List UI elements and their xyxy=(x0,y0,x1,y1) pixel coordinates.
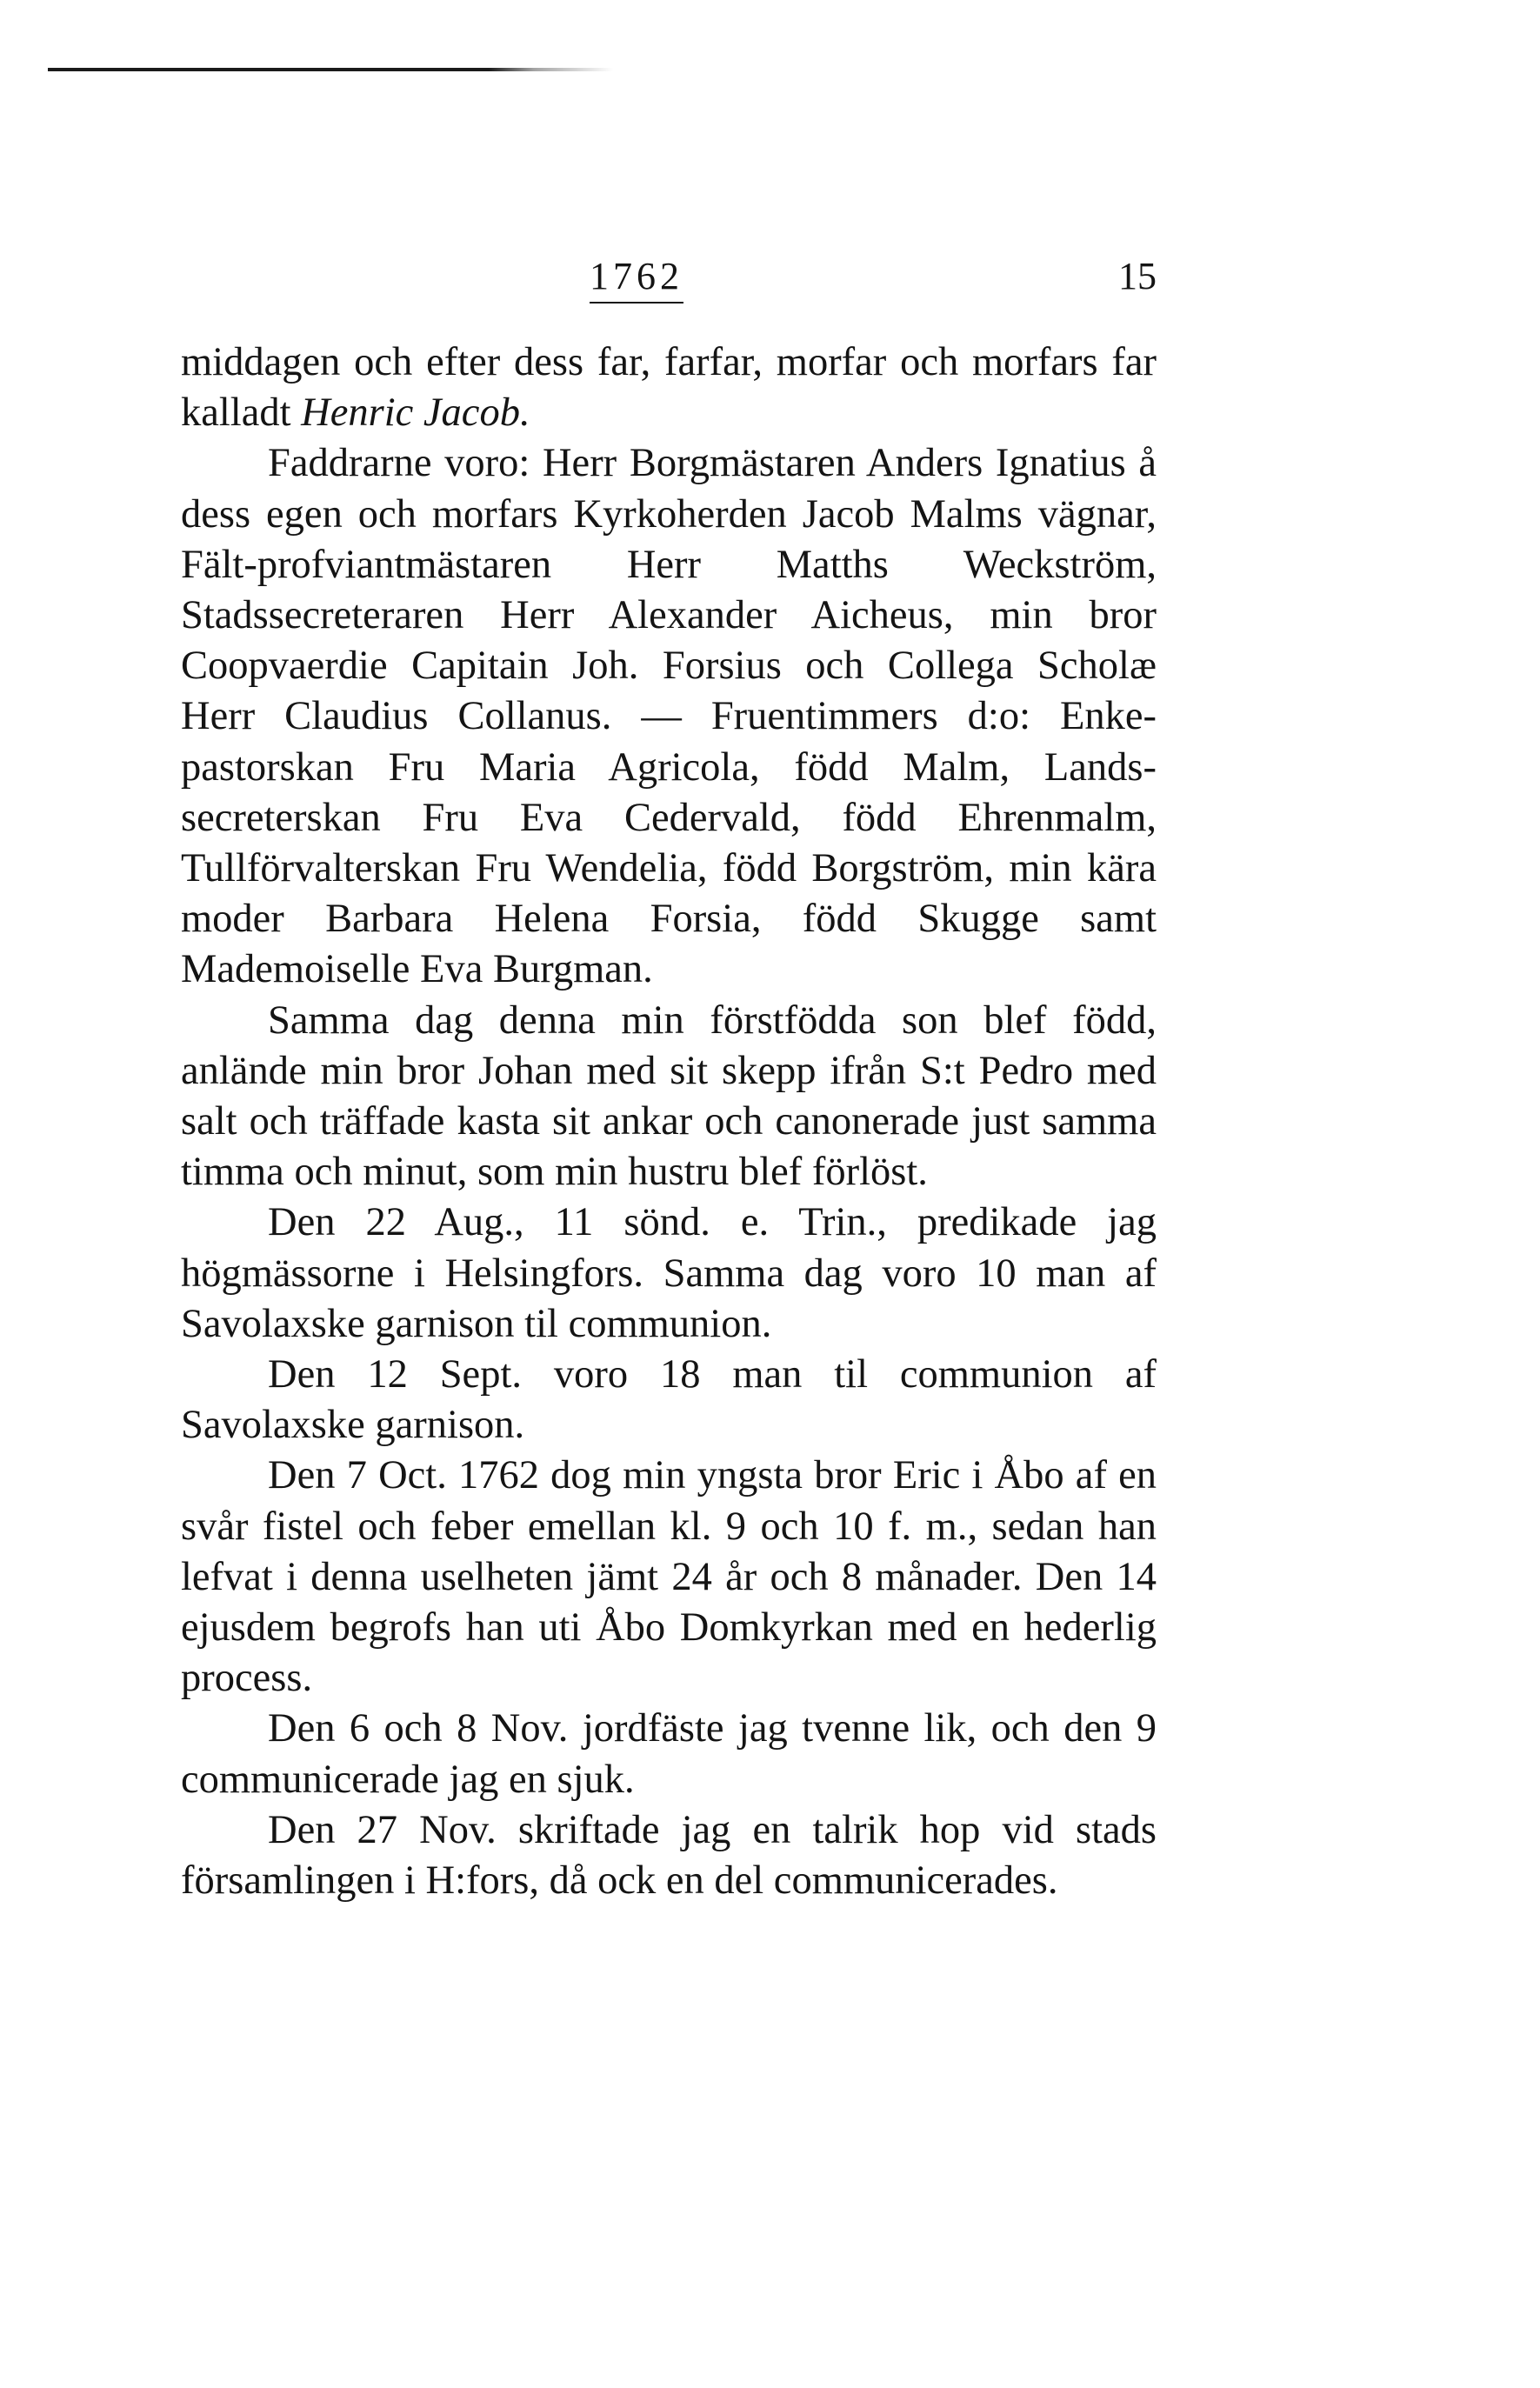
paragraph-2: Faddrarne voro: Herr Borgmästaren Anders Ignatius å dess egen och morfars Kyrkoherden Jacob Malms vägnar, Fält-profviantmästaren Herr Matths Weckström, Stadssecreteraren Herr Alexander Aicheus, min bror Coopvaerdie Capitain Joh. Forsius och Collega Scholæ Herr Claudius Collanus. — Fruentimmers d:o: Enke-pastorskan Fru Maria Agricola, född Malm, Lands-secreterskan Fru Eva Cedervald, född Ehrenmalm, Tullförvalterskan Fru Wendelia, född Borgström, min kära moder Barbara Helena Forsia, född Skugge samt Mademoiselle Eva Burgman. xyxy=(181,441,1157,992)
paragraph-1-italic-name: Henric Jacob. xyxy=(301,390,530,436)
paragraph-5: Den 12 Sept. voro 18 man til communion af Savolaxske garnison. xyxy=(181,1352,1157,1448)
paragraph-1 xyxy=(181,337,1157,438)
paragraph-1-text: middagen och efter dess far, farfar, morfar och morfars far kalladt xyxy=(181,340,1157,436)
page-number: 15 xyxy=(1118,255,1157,297)
paragraph-4: Den 22 Aug., 11 sönd. e. Trin., predikade jag högmässorne i Helsingfors. Samma dag voro 10 man af Savolaxske garnison til communion. xyxy=(181,1200,1157,1346)
running-head-year: 1762 xyxy=(590,254,683,304)
body-text xyxy=(181,337,1157,1906)
paragraph-6: Den 7 Oct. 1762 dog min yngsta bror Eric i Åbo af en svår fistel och feber emellan kl. 9 och 10 f. m., sedan han lefvat i denna uselheten jämt 24 år och 8 månader. Den 14 ejusdem begrofs han uti Åbo Domkyrkan med en hederlig process. xyxy=(181,1453,1157,1701)
paragraph-8: Den 27 Nov. skriftade jag en talrik hop vid stads församlingen i H:fors, då ock en del communicerades. xyxy=(181,1807,1157,1904)
running-head xyxy=(181,254,1157,306)
paragraph-3: Samma dag denna min förstfödda son blef född, anlände min bror Johan med sit skepp ifrån S:t Pedro med salt och träffade kasta sit ankar och canonerade just samma timma och minut, som min hustru blef förlöst. xyxy=(181,997,1157,1195)
top-scan-rule xyxy=(48,68,613,71)
paragraph-7: Den 6 och 8 Nov. jordfäste jag tvenne lik, och den 9 communicerade jag en sjuk. xyxy=(181,1706,1157,1802)
